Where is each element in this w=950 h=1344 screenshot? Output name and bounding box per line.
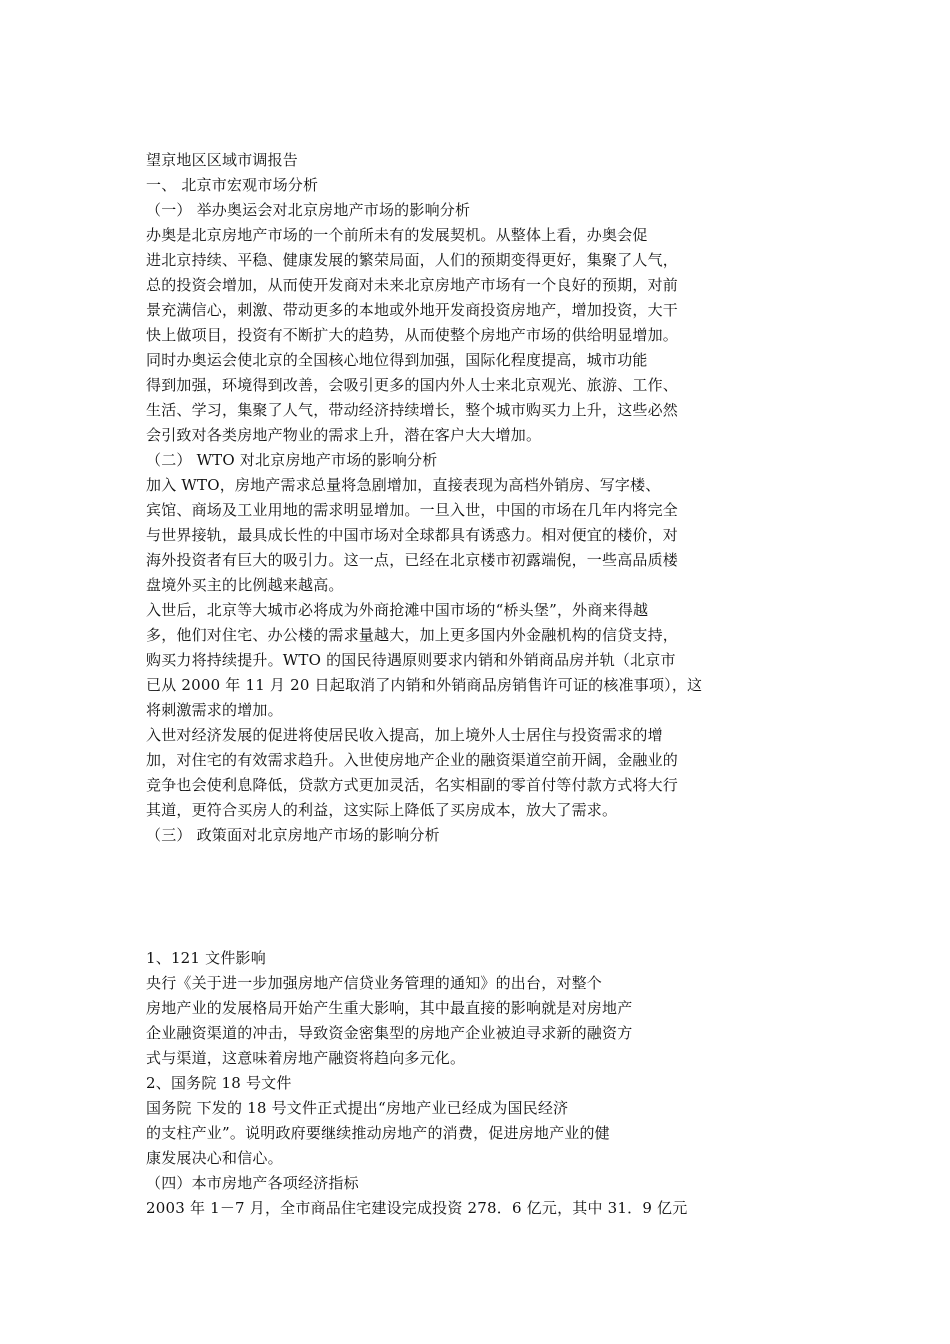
paragraph-line: 与世界接轨，最具成长性的中国市场对全球都具有诱惑力。相对便宜的楼价，对 <box>146 526 679 544</box>
item-heading: 1、121 文件影响 <box>146 949 266 967</box>
paragraph-line: 生活、学习，集聚了人气，带动经济持续增长，整个城市购买力上升，这些必然 <box>146 401 679 419</box>
paragraph-line: 加，对住宅的有效需求趋升。入世使房地产企业的融资渠道空前开阔，金融业的 <box>146 751 679 769</box>
paragraph-line: 同时办奥运会使北京的全国核心地位得到加强，国际化程度提高，城市功能 <box>146 351 648 369</box>
paragraph-line: 竞争也会使利息降低，贷款方式更加灵活，名实相副的零首付等付款方式将大行 <box>146 776 679 794</box>
paragraph-line: 房地产业的发展格局开始产生重大影响，其中最直接的影响就是对房地产 <box>146 999 633 1017</box>
paragraph-line: 进北京持续、平稳、健康发展的繁荣局面，人们的预期变得更好，集聚了人气， <box>146 251 679 269</box>
paragraph-line: 国务院 下发的 18 号文件正式提出“房地产业已经成为国民经济 <box>146 1099 569 1117</box>
paragraph-line: 入世后，北京等大城市必将成为外商抢滩中国市场的“桥头堡”，外商来得越 <box>146 601 649 619</box>
paragraph-line: 购买力将持续提升。WTO 的国民待遇原则要求内销和外销商品房并轨（北京市 <box>146 651 676 669</box>
paragraph-line: 已从 2000 年 11 月 20 日起取消了内销和外销商品房销售许可证的核准事项），这 <box>146 676 703 694</box>
subsection-heading: （三） 政策面对北京房地产市场的影响分析 <box>146 826 440 844</box>
paragraph-line: 将刺激需求的增加。 <box>146 701 283 719</box>
paragraph-line: 盘境外买主的比例越来越高。 <box>146 576 344 594</box>
paragraph-line: 康发展决心和信心。 <box>146 1149 283 1167</box>
subsection-heading: （四）本市房地产各项经济指标 <box>146 1174 359 1192</box>
subsection-heading: （二） WTO 对北京房地产市场的影响分析 <box>146 451 438 469</box>
paragraph-line: 入世对经济发展的促进将使居民收入提高，加上境外人士居住与投资需求的增 <box>146 726 663 744</box>
paragraph-line: 宾馆、商场及工业用地的需求明显增加。一旦入世，中国的市场在几年内将完全 <box>146 501 679 519</box>
paragraph-line: 快上做项目，投资有不断扩大的趋势，从而使整个房地产市场的供给明显增加。 <box>146 326 679 344</box>
paragraph-line: 其道，更符合买房人的利益，这实际上降低了买房成本，放大了需求。 <box>146 801 618 819</box>
paragraph-line: 总的投资会增加，从而使开发商对未来北京房地产市场有一个良好的预期，对前 <box>146 276 679 294</box>
paragraph-line: 景充满信心，刺激、带动更多的本地或外地开发商投资房地产，增加投资，大干 <box>146 301 679 319</box>
paragraph-line: 2003 年 1－7 月，全市商品住宅建设完成投资 278．6 亿元，其中 31．9 亿元 <box>146 1199 688 1217</box>
paragraph-line: 得到加强，环境得到改善，会吸引更多的国内外人士来北京观光、旅游、工作、 <box>146 376 679 394</box>
paragraph-line: 海外投资者有巨大的吸引力。这一点，已经在北京楼市初露端倪，一些高品质楼 <box>146 551 679 569</box>
paragraph-line: 企业融资渠道的冲击，导致资金密集型的房地产企业被迫寻求新的融资方 <box>146 1024 633 1042</box>
paragraph-line: 央行《关于进一步加强房地产信贷业务管理的通知》的出台，对整个 <box>146 974 603 992</box>
paragraph-line: 加入 WTO，房地产需求总量将急剧增加，直接表现为高档外销房、写字楼、 <box>146 476 661 494</box>
paragraph-line: 多，他们对住宅、办公楼的需求量越大，加上更多国内外金融机构的信贷支持， <box>146 626 679 644</box>
paragraph-line: 办奥是北京房地产市场的一个前所未有的发展契机。从整体上看，办奥会促 <box>146 226 648 244</box>
item-heading: 2、国务院 18 号文件 <box>146 1074 292 1092</box>
subsection-heading: （一） 举办奥运会对北京房地产市场的影响分析 <box>146 201 471 219</box>
section-heading: 一、 北京市宏观市场分析 <box>146 176 319 194</box>
document-title: 望京地区区域市调报告 <box>146 151 299 169</box>
paragraph-line: 的支柱产业”。说明政府要继续推动房地产的消费，促进房地产业的健 <box>146 1124 610 1142</box>
paragraph-line: 会引致对各类房地产物业的需求上升，潜在客户大大增加。 <box>146 426 542 444</box>
paragraph-line: 式与渠道，这意味着房地产融资将趋向多元化。 <box>146 1049 466 1067</box>
